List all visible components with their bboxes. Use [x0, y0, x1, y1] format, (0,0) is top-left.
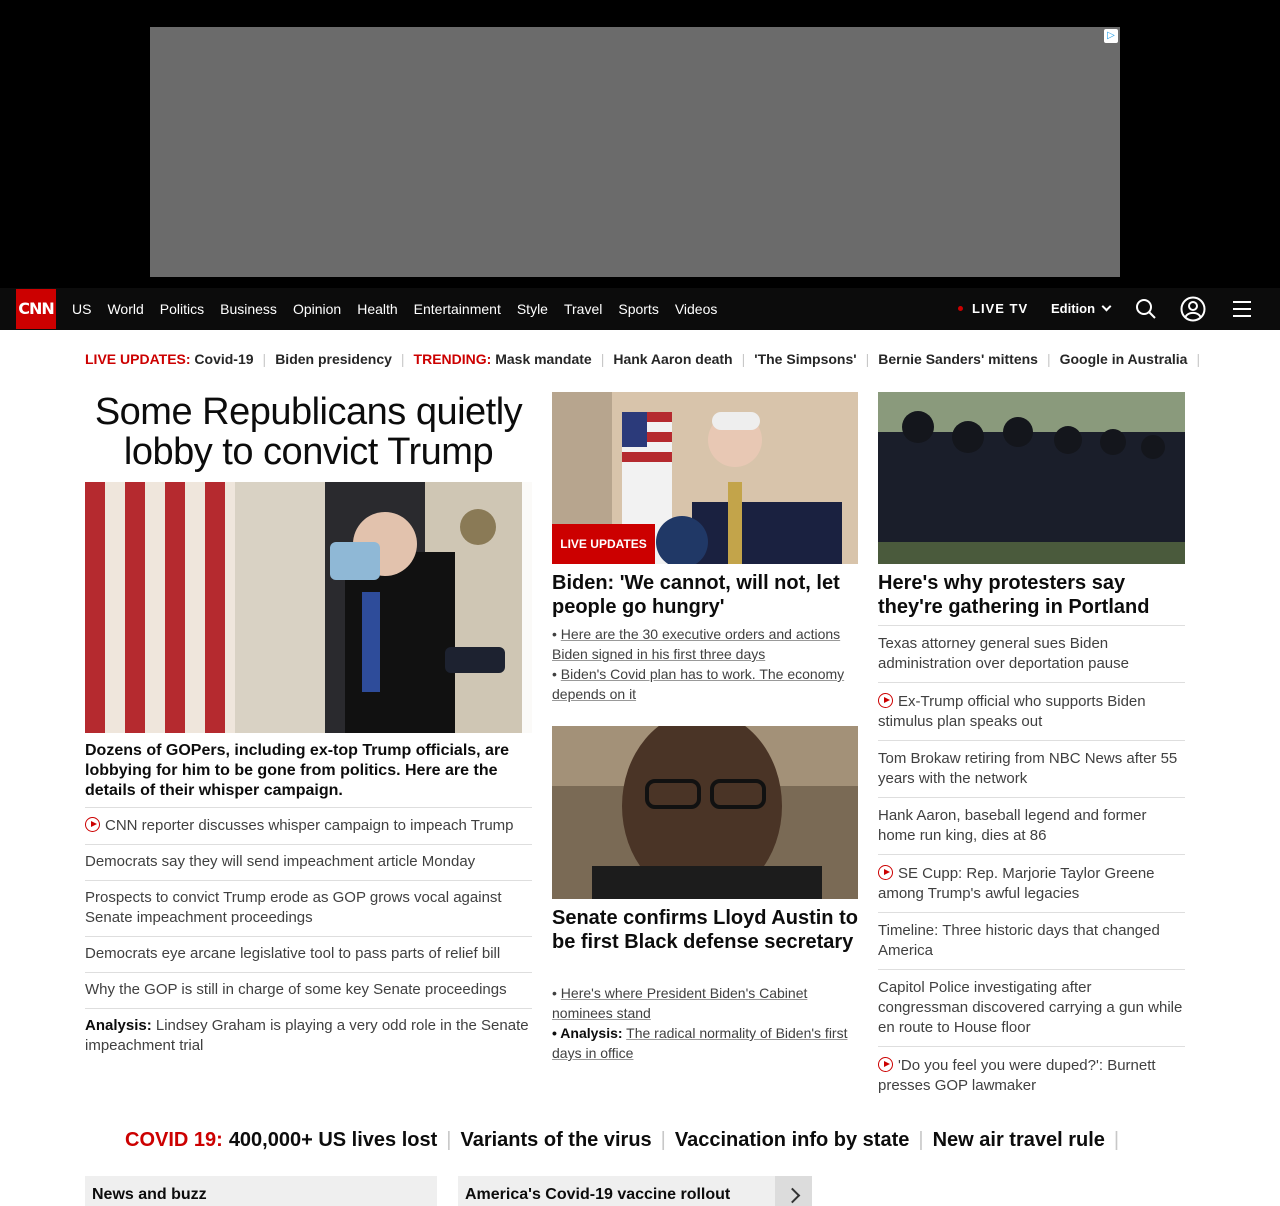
list-item[interactable]: Texas attorney general sues Biden administration over deportation pause [878, 625, 1185, 682]
right-related-list [878, 625, 1185, 1104]
section-links [72, 288, 733, 330]
trend-link[interactable]: Google in Australia [1059, 351, 1188, 367]
edition-label: Edition [1051, 301, 1096, 316]
cnn-logo[interactable]: CNN [16, 289, 56, 329]
ad-band [0, 0, 1280, 288]
nav-link-style[interactable]: Style [516, 301, 548, 317]
trend-link[interactable]: Biden presidency [275, 351, 392, 367]
chevron-right-icon[interactable] [775, 1176, 812, 1206]
covid-link[interactable]: New air travel rule [932, 1129, 1105, 1151]
story-headline[interactable]: Here's why protesters say they're gathering in Portland [878, 572, 1150, 618]
list-item[interactable]: Ex-Trump official who supports Biden stimulus plan speaks out [878, 682, 1185, 740]
lead-summary[interactable]: Dozens of GOPers, including ex-top Trump officials, are lobbying for him to be gone from politics. Here are the details of their whisper campaign. [85, 742, 510, 799]
mcconnell-photo [85, 482, 532, 733]
trend-link[interactable]: 'The Simpsons' [754, 351, 857, 367]
trend-link[interactable]: Mask mandate [495, 351, 592, 367]
edition-picker[interactable] [1051, 301, 1110, 316]
lead-photo[interactable] [85, 482, 532, 733]
list-item[interactable]: Why the GOP is still in charge of some key Senate proceedings [85, 972, 532, 1008]
card-header-news-buzz[interactable]: News and buzz [85, 1176, 437, 1206]
account-icon[interactable] [1180, 296, 1206, 322]
bullet-link[interactable]: • Biden's Covid plan has to work. The economy depends on it [552, 666, 845, 702]
nav-link-business[interactable]: Business [220, 301, 277, 317]
bullet-link[interactable]: • Analysis: The radical normality of Biden's first days in office [552, 1025, 848, 1061]
list-item[interactable]: Democrats say they will send impeachment article Monday [85, 844, 532, 880]
nav-link-videos[interactable]: Videos [674, 301, 718, 317]
covid-link[interactable]: Variants of the virus [460, 1129, 652, 1151]
trend-link[interactable]: Bernie Sanders' mittens [878, 351, 1038, 367]
list-item[interactable]: Timeline: Three historic days that changed America [878, 912, 1185, 969]
live-updates-badge[interactable]: LIVE UPDATES [552, 524, 655, 564]
lead-related-list [85, 807, 532, 1064]
live-tv-label: LIVE TV [972, 301, 1029, 316]
bullet-link[interactable]: • Here are the 30 executive orders and actions Biden signed in his first three days [552, 626, 841, 662]
nav-link-health[interactable]: Health [357, 301, 398, 317]
play-video-icon [878, 865, 893, 880]
play-video-icon [878, 693, 893, 708]
play-video-icon [878, 1057, 893, 1072]
nav-link-entertainment[interactable]: Entertainment [413, 301, 501, 317]
nav-link-opinion[interactable]: Opinion [292, 301, 342, 317]
trend-link[interactable]: Hank Aaron death [613, 351, 733, 367]
live-updates-label: LIVE UPDATES: [85, 351, 191, 367]
search-icon[interactable] [1133, 296, 1159, 322]
list-item[interactable]: 'Do you feel you were duped?': Burnett presses GOP lawmaker [878, 1046, 1185, 1104]
list-item[interactable]: CNN reporter discusses whisper campaign to impeach Trump [85, 807, 532, 844]
nav-link-sports[interactable]: Sports [618, 301, 659, 317]
play-video-icon [85, 817, 100, 832]
trending-label: TRENDING: [413, 351, 492, 367]
card-header-vaccine-rollout[interactable]: America's Covid-19 vaccine rollout [458, 1176, 775, 1206]
list-item[interactable]: Prospects to convict Trump erode as GOP grows vocal against Senate impeachment proceedings [85, 880, 532, 936]
trending-bar: LIVE UPDATES: Covid-19 | Biden presidency | TRENDING: Mask mandate | Hank Aaron death | 'The Simpsons' | Bernie Sanders' mittens | Google in Australia | [85, 351, 1201, 367]
story-bullets [552, 983, 858, 1063]
nav-link-us[interactable]: US [72, 301, 92, 317]
nav-link-politics[interactable]: Politics [159, 301, 205, 317]
covid-links-bar: COVID 19: 400,000+ US lives lost | Variants of the virus | Vaccination info by state | New air travel rule | [125, 1129, 1120, 1151]
ad-choices-icon[interactable]: ▷ [1104, 29, 1118, 43]
bullet-link[interactable]: • Here's where President Biden's Cabinet nominees stand [552, 985, 808, 1021]
list-item[interactable]: SE Cupp: Rep. Marjorie Taylor Greene among Trump's awful legacies [878, 854, 1185, 912]
covid-link[interactable]: 400,000+ US lives lost [228, 1129, 438, 1151]
story-headline[interactable]: Senate confirms Lloyd Austin to be first Black defense secretary [552, 907, 858, 953]
covid-link[interactable]: Vaccination info by state [674, 1129, 910, 1151]
lead-headline[interactable]: Some Republicans quietly lobby to convict Trump [94, 391, 523, 473]
story-headline[interactable]: Biden: 'We cannot, will not, let people go hungry' [552, 572, 840, 618]
austin-photo[interactable] [552, 726, 858, 899]
list-item[interactable]: Capitol Police investigating after congressman discovered carrying a gun while en route to House floor [878, 969, 1185, 1046]
list-item[interactable]: Analysis: Lindsey Graham is playing a very odd role in the Senate impeachment trial [85, 1008, 532, 1064]
list-item[interactable]: Hank Aaron, baseball legend and former home run king, dies at 86 [878, 797, 1185, 854]
trend-link[interactable]: Covid-19 [194, 351, 254, 367]
advertisement[interactable] [150, 27, 1120, 277]
story-bullets [552, 624, 858, 704]
list-item[interactable]: Tom Brokaw retiring from NBC News after 55 years with the network [878, 740, 1185, 797]
chevron-down-icon [1102, 302, 1112, 312]
live-tv-link[interactable] [958, 301, 1028, 316]
nav-link-travel[interactable]: Travel [563, 301, 603, 317]
covid-label: COVID 19: [125, 1129, 223, 1151]
top-nav [0, 288, 1280, 330]
live-dot-icon [958, 306, 963, 311]
nav-link-world[interactable]: World [107, 301, 144, 317]
list-item[interactable]: Democrats eye arcane legislative tool to pass parts of relief bill [85, 936, 532, 972]
portland-protest-photo[interactable] [878, 392, 1185, 564]
menu-icon[interactable] [1229, 296, 1255, 322]
